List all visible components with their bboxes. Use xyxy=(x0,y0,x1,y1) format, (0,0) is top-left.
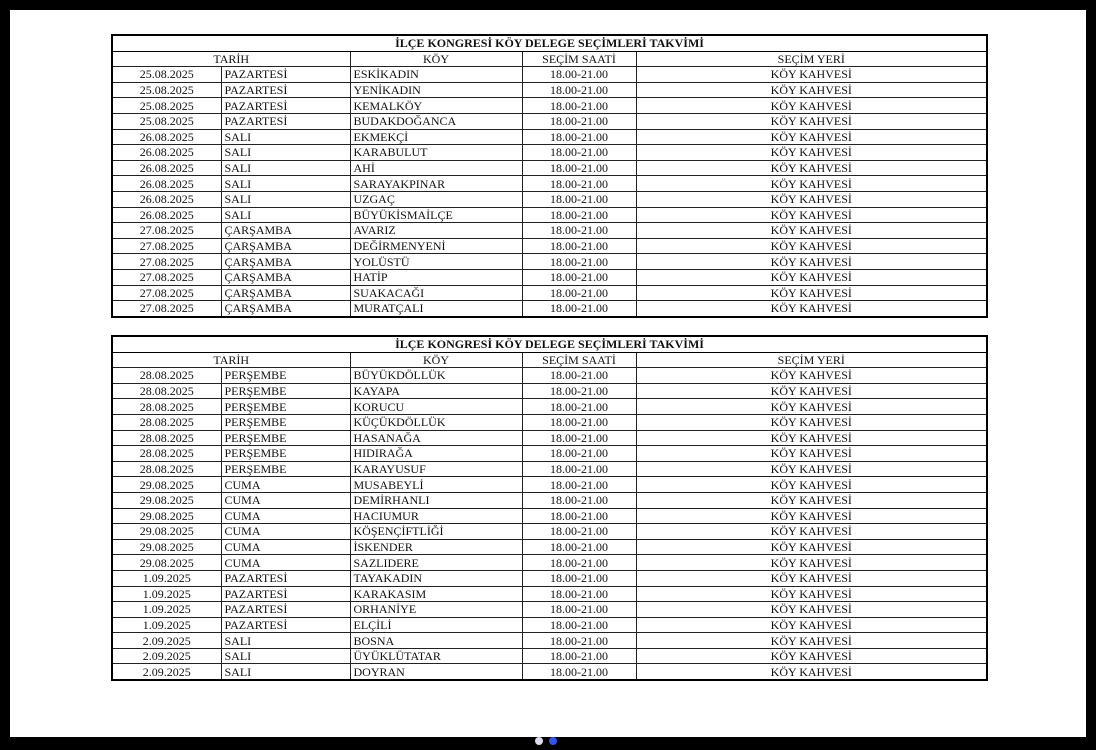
hour-cell: 18.00-21.00 xyxy=(522,223,636,239)
day-cell: CUMA xyxy=(221,508,350,524)
village-cell: SARAYAKPINAR xyxy=(350,176,522,192)
village-cell: UZGAÇ xyxy=(350,191,522,207)
date-cell: 2.09.2025 xyxy=(112,664,221,680)
date-cell: 25.08.2025 xyxy=(112,98,221,114)
day-cell: SALI xyxy=(221,648,350,664)
hour-cell: 18.00-21.00 xyxy=(522,145,636,161)
hour-cell: 18.00-21.00 xyxy=(522,285,636,301)
table-row xyxy=(112,633,987,649)
hour-cell: 18.00-21.00 xyxy=(522,586,636,602)
hour-cell: 18.00-21.00 xyxy=(522,98,636,114)
day-cell: ÇARŞAMBA xyxy=(221,223,350,239)
date-cell: 1.09.2025 xyxy=(112,617,221,633)
table-row xyxy=(112,238,987,254)
village-cell: ORHANİYE xyxy=(350,602,522,618)
hour-cell: 18.00-21.00 xyxy=(522,524,636,540)
village-cell: BOSNA xyxy=(350,633,522,649)
date-cell: 25.08.2025 xyxy=(112,113,221,129)
place-cell: KÖY KAHVESİ xyxy=(636,446,987,462)
place-cell: KÖY KAHVESİ xyxy=(636,191,987,207)
date-cell: 27.08.2025 xyxy=(112,238,221,254)
table-row xyxy=(112,477,987,493)
village-cell: YOLÜSTÜ xyxy=(350,254,522,270)
place-cell: KÖY KAHVESİ xyxy=(636,98,987,114)
hour-cell: 18.00-21.00 xyxy=(522,555,636,571)
day-cell: CUMA xyxy=(221,539,350,555)
date-cell: 1.09.2025 xyxy=(112,602,221,618)
village-cell: ELÇİLİ xyxy=(350,617,522,633)
hour-cell: 18.00-21.00 xyxy=(522,254,636,270)
village-cell: DOYRAN xyxy=(350,664,522,680)
place-cell: KÖY KAHVESİ xyxy=(636,477,987,493)
table-row xyxy=(112,524,987,540)
date-cell: 26.08.2025 xyxy=(112,191,221,207)
village-cell: KARAYUSUF xyxy=(350,461,522,477)
table-row xyxy=(112,98,987,114)
village-cell: YENİKADIN xyxy=(350,82,522,98)
day-cell: PERŞEMBE xyxy=(221,461,350,477)
hour-cell: 18.00-21.00 xyxy=(522,570,636,586)
hour-cell: 18.00-21.00 xyxy=(522,414,636,430)
day-cell: PERŞEMBE xyxy=(221,414,350,430)
date-cell: 26.08.2025 xyxy=(112,129,221,145)
day-cell: PAZARTESİ xyxy=(221,617,350,633)
place-cell: KÖY KAHVESİ xyxy=(636,254,987,270)
place-cell: KÖY KAHVESİ xyxy=(636,207,987,223)
table-row xyxy=(112,82,987,98)
table-row xyxy=(112,664,987,680)
table-title: İLÇE KONGRESİ KÖY DELEGE SEÇİMLERİ TAKVİMİ xyxy=(112,35,987,51)
place-cell: KÖY KAHVESİ xyxy=(636,430,987,446)
table-row xyxy=(112,368,987,384)
village-cell: HIDIRAĞA xyxy=(350,446,522,462)
date-cell: 1.09.2025 xyxy=(112,570,221,586)
place-cell: KÖY KAHVESİ xyxy=(636,414,987,430)
hour-cell: 18.00-21.00 xyxy=(522,648,636,664)
table-row xyxy=(112,207,987,223)
hour-cell: 18.00-21.00 xyxy=(522,191,636,207)
page-indicator xyxy=(535,732,563,750)
day-cell: SALI xyxy=(221,160,350,176)
column-header-date: TARİH xyxy=(112,51,350,67)
village-cell: DEĞİRMENYENİ xyxy=(350,238,522,254)
table-row xyxy=(112,414,987,430)
place-cell: KÖY KAHVESİ xyxy=(636,145,987,161)
hour-cell: 18.00-21.00 xyxy=(522,368,636,384)
table-body xyxy=(112,368,987,680)
place-cell: KÖY KAHVESİ xyxy=(636,555,987,571)
hour-cell: 18.00-21.00 xyxy=(522,383,636,399)
village-cell: KARAKASIM xyxy=(350,586,522,602)
table-row xyxy=(112,160,987,176)
village-cell: KORUCU xyxy=(350,399,522,415)
table-row xyxy=(112,492,987,508)
place-cell: KÖY KAHVESİ xyxy=(636,399,987,415)
hour-cell: 18.00-21.00 xyxy=(522,113,636,129)
column-header-village: KÖY xyxy=(350,51,522,67)
date-cell: 2.09.2025 xyxy=(112,648,221,664)
table-row xyxy=(112,555,987,571)
table-row xyxy=(112,570,987,586)
place-cell: KÖY KAHVESİ xyxy=(636,492,987,508)
document-page xyxy=(10,10,1086,737)
column-header-hour: SEÇİM SAATİ xyxy=(522,352,636,368)
date-cell: 27.08.2025 xyxy=(112,254,221,270)
place-cell: KÖY KAHVESİ xyxy=(636,617,987,633)
election-schedule-table-2 xyxy=(111,335,988,681)
table-row xyxy=(112,461,987,477)
place-cell: KÖY KAHVESİ xyxy=(636,570,987,586)
village-cell: DEMİRHANLI xyxy=(350,492,522,508)
village-cell: KAYAPA xyxy=(350,383,522,399)
table-row xyxy=(112,145,987,161)
date-cell: 27.08.2025 xyxy=(112,285,221,301)
table-row xyxy=(112,129,987,145)
village-cell: SUAKACAĞI xyxy=(350,285,522,301)
table-row xyxy=(112,269,987,285)
village-cell: KARABULUT xyxy=(350,145,522,161)
date-cell: 27.08.2025 xyxy=(112,301,221,317)
hour-cell: 18.00-21.00 xyxy=(522,160,636,176)
date-cell: 28.08.2025 xyxy=(112,414,221,430)
day-cell: SALI xyxy=(221,145,350,161)
place-cell: KÖY KAHVESİ xyxy=(636,524,987,540)
village-cell: HASANAĞA xyxy=(350,430,522,446)
place-cell: KÖY KAHVESİ xyxy=(636,176,987,192)
day-cell: CUMA xyxy=(221,477,350,493)
table-row xyxy=(112,430,987,446)
place-cell: KÖY KAHVESİ xyxy=(636,461,987,477)
village-cell: BÜYÜKDÖLLÜK xyxy=(350,368,522,384)
hour-cell: 18.00-21.00 xyxy=(522,176,636,192)
day-cell: PERŞEMBE xyxy=(221,446,350,462)
village-cell: KÖŞENÇİFTLİĞİ xyxy=(350,524,522,540)
date-cell: 28.08.2025 xyxy=(112,383,221,399)
place-cell: KÖY KAHVESİ xyxy=(636,160,987,176)
date-cell: 26.08.2025 xyxy=(112,160,221,176)
table-row xyxy=(112,648,987,664)
place-cell: KÖY KAHVESİ xyxy=(636,539,987,555)
column-header-place: SEÇİM YERİ xyxy=(636,51,987,67)
table-row xyxy=(112,191,987,207)
election-schedule-table-1 xyxy=(111,34,988,318)
date-cell: 29.08.2025 xyxy=(112,524,221,540)
hour-cell: 18.00-21.00 xyxy=(522,269,636,285)
date-cell: 26.08.2025 xyxy=(112,207,221,223)
day-cell: ÇARŞAMBA xyxy=(221,254,350,270)
day-cell: PAZARTESİ xyxy=(221,602,350,618)
table-row xyxy=(112,617,987,633)
date-cell: 29.08.2025 xyxy=(112,492,221,508)
hour-cell: 18.00-21.00 xyxy=(522,617,636,633)
day-cell: CUMA xyxy=(221,492,350,508)
place-cell: KÖY KAHVESİ xyxy=(636,269,987,285)
place-cell: KÖY KAHVESİ xyxy=(636,67,987,83)
table-row xyxy=(112,586,987,602)
day-cell: SALI xyxy=(221,664,350,680)
hour-cell: 18.00-21.00 xyxy=(522,301,636,317)
hour-cell: 18.00-21.00 xyxy=(522,129,636,145)
day-cell: CUMA xyxy=(221,555,350,571)
day-cell: PAZARTESİ xyxy=(221,82,350,98)
day-cell: ÇARŞAMBA xyxy=(221,285,350,301)
table-row xyxy=(112,399,987,415)
date-cell: 28.08.2025 xyxy=(112,461,221,477)
hour-cell: 18.00-21.00 xyxy=(522,477,636,493)
place-cell: KÖY KAHVESİ xyxy=(636,648,987,664)
hour-cell: 18.00-21.00 xyxy=(522,633,636,649)
date-cell: 27.08.2025 xyxy=(112,269,221,285)
day-cell: ÇARŞAMBA xyxy=(221,269,350,285)
table-row xyxy=(112,285,987,301)
date-cell: 2.09.2025 xyxy=(112,633,221,649)
table-row xyxy=(112,508,987,524)
day-cell: PERŞEMBE xyxy=(221,383,350,399)
column-header-date: TARİH xyxy=(112,352,350,368)
day-cell: ÇARŞAMBA xyxy=(221,301,350,317)
village-cell: TAYAKADIN xyxy=(350,570,522,586)
place-cell: KÖY KAHVESİ xyxy=(636,586,987,602)
day-cell: SALI xyxy=(221,129,350,145)
hour-cell: 18.00-21.00 xyxy=(522,664,636,680)
column-header-hour: SEÇİM SAATİ xyxy=(522,51,636,67)
date-cell: 27.08.2025 xyxy=(112,223,221,239)
date-cell: 1.09.2025 xyxy=(112,586,221,602)
place-cell: KÖY KAHVESİ xyxy=(636,301,987,317)
village-cell: ESKİKADIN xyxy=(350,67,522,83)
table-row xyxy=(112,301,987,317)
place-cell: KÖY KAHVESİ xyxy=(636,383,987,399)
day-cell: SALI xyxy=(221,207,350,223)
village-cell: MUSABEYLİ xyxy=(350,477,522,493)
village-cell: ÜYÜKLÜTATAR xyxy=(350,648,522,664)
hour-cell: 18.00-21.00 xyxy=(522,446,636,462)
table-row xyxy=(112,446,987,462)
date-cell: 28.08.2025 xyxy=(112,368,221,384)
table-row xyxy=(112,223,987,239)
date-cell: 25.08.2025 xyxy=(112,82,221,98)
place-cell: KÖY KAHVESİ xyxy=(636,129,987,145)
table-row xyxy=(112,113,987,129)
village-cell: HACIUMUR xyxy=(350,508,522,524)
day-cell: SALI xyxy=(221,633,350,649)
place-cell: KÖY KAHVESİ xyxy=(636,664,987,680)
village-cell: AVARIZ xyxy=(350,223,522,239)
table-row xyxy=(112,176,987,192)
day-cell: PERŞEMBE xyxy=(221,430,350,446)
date-cell: 29.08.2025 xyxy=(112,477,221,493)
day-cell: PERŞEMBE xyxy=(221,368,350,384)
date-cell: 26.08.2025 xyxy=(112,176,221,192)
hour-cell: 18.00-21.00 xyxy=(522,539,636,555)
village-cell: İSKENDER xyxy=(350,539,522,555)
place-cell: KÖY KAHVESİ xyxy=(636,113,987,129)
hour-cell: 18.00-21.00 xyxy=(522,238,636,254)
date-cell: 29.08.2025 xyxy=(112,508,221,524)
date-cell: 28.08.2025 xyxy=(112,399,221,415)
hour-cell: 18.00-21.00 xyxy=(522,602,636,618)
day-cell: SALI xyxy=(221,191,350,207)
page-dot-active-icon xyxy=(549,737,557,745)
place-cell: KÖY KAHVESİ xyxy=(636,238,987,254)
village-cell: EKMEKÇİ xyxy=(350,129,522,145)
table-title: İLÇE KONGRESİ KÖY DELEGE SEÇİMLERİ TAKVİMİ xyxy=(112,336,987,352)
table-row xyxy=(112,383,987,399)
day-cell: CUMA xyxy=(221,524,350,540)
day-cell: PAZARTESİ xyxy=(221,570,350,586)
place-cell: KÖY KAHVESİ xyxy=(636,368,987,384)
date-cell: 25.08.2025 xyxy=(112,67,221,83)
village-cell: AHİ xyxy=(350,160,522,176)
day-cell: PAZARTESİ xyxy=(221,67,350,83)
day-cell: SALI xyxy=(221,176,350,192)
hour-cell: 18.00-21.00 xyxy=(522,67,636,83)
date-cell: 29.08.2025 xyxy=(112,539,221,555)
place-cell: KÖY KAHVESİ xyxy=(636,633,987,649)
page-dot-icon xyxy=(535,737,543,745)
column-header-place: SEÇİM YERİ xyxy=(636,352,987,368)
village-cell: HATİP xyxy=(350,269,522,285)
village-cell: BÜYÜKİSMAİLÇE xyxy=(350,207,522,223)
day-cell: PAZARTESİ xyxy=(221,586,350,602)
place-cell: KÖY KAHVESİ xyxy=(636,223,987,239)
table-body xyxy=(112,67,987,317)
place-cell: KÖY KAHVESİ xyxy=(636,285,987,301)
table-row xyxy=(112,67,987,83)
place-cell: KÖY KAHVESİ xyxy=(636,602,987,618)
column-header-village: KÖY xyxy=(350,352,522,368)
hour-cell: 18.00-21.00 xyxy=(522,461,636,477)
village-cell: KÜÇÜKDÖLLÜK xyxy=(350,414,522,430)
date-cell: 28.08.2025 xyxy=(112,430,221,446)
date-cell: 29.08.2025 xyxy=(112,555,221,571)
hour-cell: 18.00-21.00 xyxy=(522,82,636,98)
hour-cell: 18.00-21.00 xyxy=(522,207,636,223)
place-cell: KÖY KAHVESİ xyxy=(636,508,987,524)
hour-cell: 18.00-21.00 xyxy=(522,508,636,524)
day-cell: PERŞEMBE xyxy=(221,399,350,415)
table-row xyxy=(112,254,987,270)
village-cell: MURATÇALI xyxy=(350,301,522,317)
hour-cell: 18.00-21.00 xyxy=(522,399,636,415)
hour-cell: 18.00-21.00 xyxy=(522,430,636,446)
date-cell: 28.08.2025 xyxy=(112,446,221,462)
village-cell: SAZLIDERE xyxy=(350,555,522,571)
place-cell: KÖY KAHVESİ xyxy=(636,82,987,98)
village-cell: BUDAKDOĞANCA xyxy=(350,113,522,129)
date-cell: 26.08.2025 xyxy=(112,145,221,161)
day-cell: PAZARTESİ xyxy=(221,113,350,129)
hour-cell: 18.00-21.00 xyxy=(522,492,636,508)
day-cell: PAZARTESİ xyxy=(221,98,350,114)
table-row xyxy=(112,602,987,618)
table-row xyxy=(112,539,987,555)
day-cell: ÇARŞAMBA xyxy=(221,238,350,254)
village-cell: KEMALKÖY xyxy=(350,98,522,114)
